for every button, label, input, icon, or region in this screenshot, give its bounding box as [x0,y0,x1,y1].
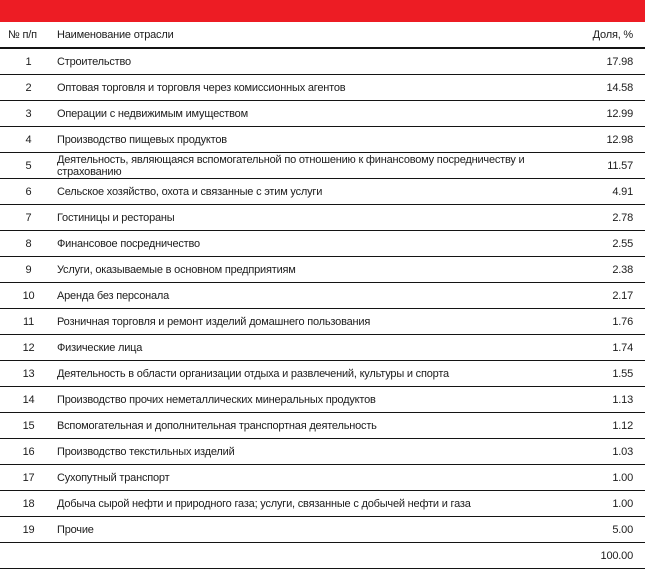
industry-name-cell: Производство прочих неметаллических минеральных продуктов [57,387,553,413]
table-row [0,335,645,361]
row-number-cell: 16 [0,439,57,465]
share-value-cell: 11.57 [553,153,645,179]
row-number-cell: 8 [0,231,57,257]
industry-name-cell: Деятельность в области организации отдыха и развлечений, культуры и спорта [57,361,553,387]
col-header-name: Наименование отрасли [57,22,553,48]
share-value-cell: 1.00 [553,491,645,517]
table-row [0,205,645,231]
row-number-cell: 7 [0,205,57,231]
industry-name-cell: Вспомогательная и дополнительная транспортная деятельность [57,413,553,439]
table-row [0,387,645,413]
industry-name-cell: Операции с недвижимым имуществом [57,101,553,127]
row-number-cell: 9 [0,257,57,283]
table-row [0,231,645,257]
row-number-cell: 13 [0,361,57,387]
table-row [0,283,645,309]
table-row [0,75,645,101]
row-number-cell: 1 [0,48,57,75]
share-value-cell: 17.98 [553,48,645,75]
total-share-value: 100.00 [553,543,645,569]
share-value-cell: 1.12 [553,413,645,439]
share-value-cell: 2.55 [553,231,645,257]
table-row [0,48,645,75]
row-number-cell: 17 [0,465,57,491]
table-row [0,179,645,205]
table-row [0,257,645,283]
share-value-cell: 1.13 [553,387,645,413]
total-row [0,543,645,569]
row-number-cell: 11 [0,309,57,335]
share-value-cell: 1.74 [553,335,645,361]
row-number-cell: 19 [0,517,57,543]
share-value-cell: 1.55 [553,361,645,387]
share-value-cell: 12.99 [553,101,645,127]
share-value-cell: 2.17 [553,283,645,309]
row-number-cell: 6 [0,179,57,205]
row-number-cell: 12 [0,335,57,361]
col-header-share: Доля, % [553,22,645,48]
row-number-cell: 5 [0,153,57,179]
red-header-bar [0,0,645,22]
industry-name-cell: Оптовая торговля и торговля через комиссионных агентов [57,75,553,101]
share-value-cell: 14.58 [553,75,645,101]
table-row [0,465,645,491]
table-row [0,101,645,127]
industry-name-cell: Гостиницы и рестораны [57,205,553,231]
share-value-cell: 1.00 [553,465,645,491]
industry-name-cell: Производство пищевых продуктов [57,127,553,153]
share-value-cell: 2.78 [553,205,645,231]
industry-name-cell: Производство текстильных изделий [57,439,553,465]
table-row [0,517,645,543]
share-value-cell: 2.38 [553,257,645,283]
row-number-cell: 15 [0,413,57,439]
share-value-cell: 1.76 [553,309,645,335]
share-value-cell: 4.91 [553,179,645,205]
share-value-cell: 1.03 [553,439,645,465]
col-header-number: № п/п [0,22,57,48]
industry-name-cell: Аренда без персонала [57,283,553,309]
share-value-cell: 12.98 [553,127,645,153]
table-row [0,153,645,179]
industry-name-cell: Добыча сырой нефти и природного газа; услуги, связанные с добычей нефти и газа [57,491,553,517]
industry-name-cell: Сухопутный транспорт [57,465,553,491]
table-row [0,309,645,335]
row-number-cell: 18 [0,491,57,517]
total-empty-name-cell [57,543,553,569]
share-value-cell: 5.00 [553,517,645,543]
industry-name-cell: Прочие [57,517,553,543]
industry-name-cell: Сельское хозяйство, охота и связанные с этим услуги [57,179,553,205]
table-header-row [0,22,645,48]
industry-name-cell: Розничная торговля и ремонт изделий домашнего пользования [57,309,553,335]
table-row [0,361,645,387]
row-number-cell: 10 [0,283,57,309]
table-row [0,439,645,465]
row-number-cell: 14 [0,387,57,413]
row-number-cell: 2 [0,75,57,101]
industry-name-cell: Финансовое посредничество [57,231,553,257]
row-number-cell: 4 [0,127,57,153]
table-row [0,413,645,439]
table-row [0,491,645,517]
industry-name-cell: Деятельность, являющаяся вспомогательной по отношению к финансовому посредничеству и страхованию [57,153,553,179]
industry-name-cell: Услуги, оказываемые в основном предприятиям [57,257,553,283]
industry-share-table [0,22,645,569]
industry-name-cell: Физические лица [57,335,553,361]
table-row [0,127,645,153]
row-number-cell: 3 [0,101,57,127]
industry-name-cell: Строительство [57,48,553,75]
total-empty-number-cell [0,543,57,569]
